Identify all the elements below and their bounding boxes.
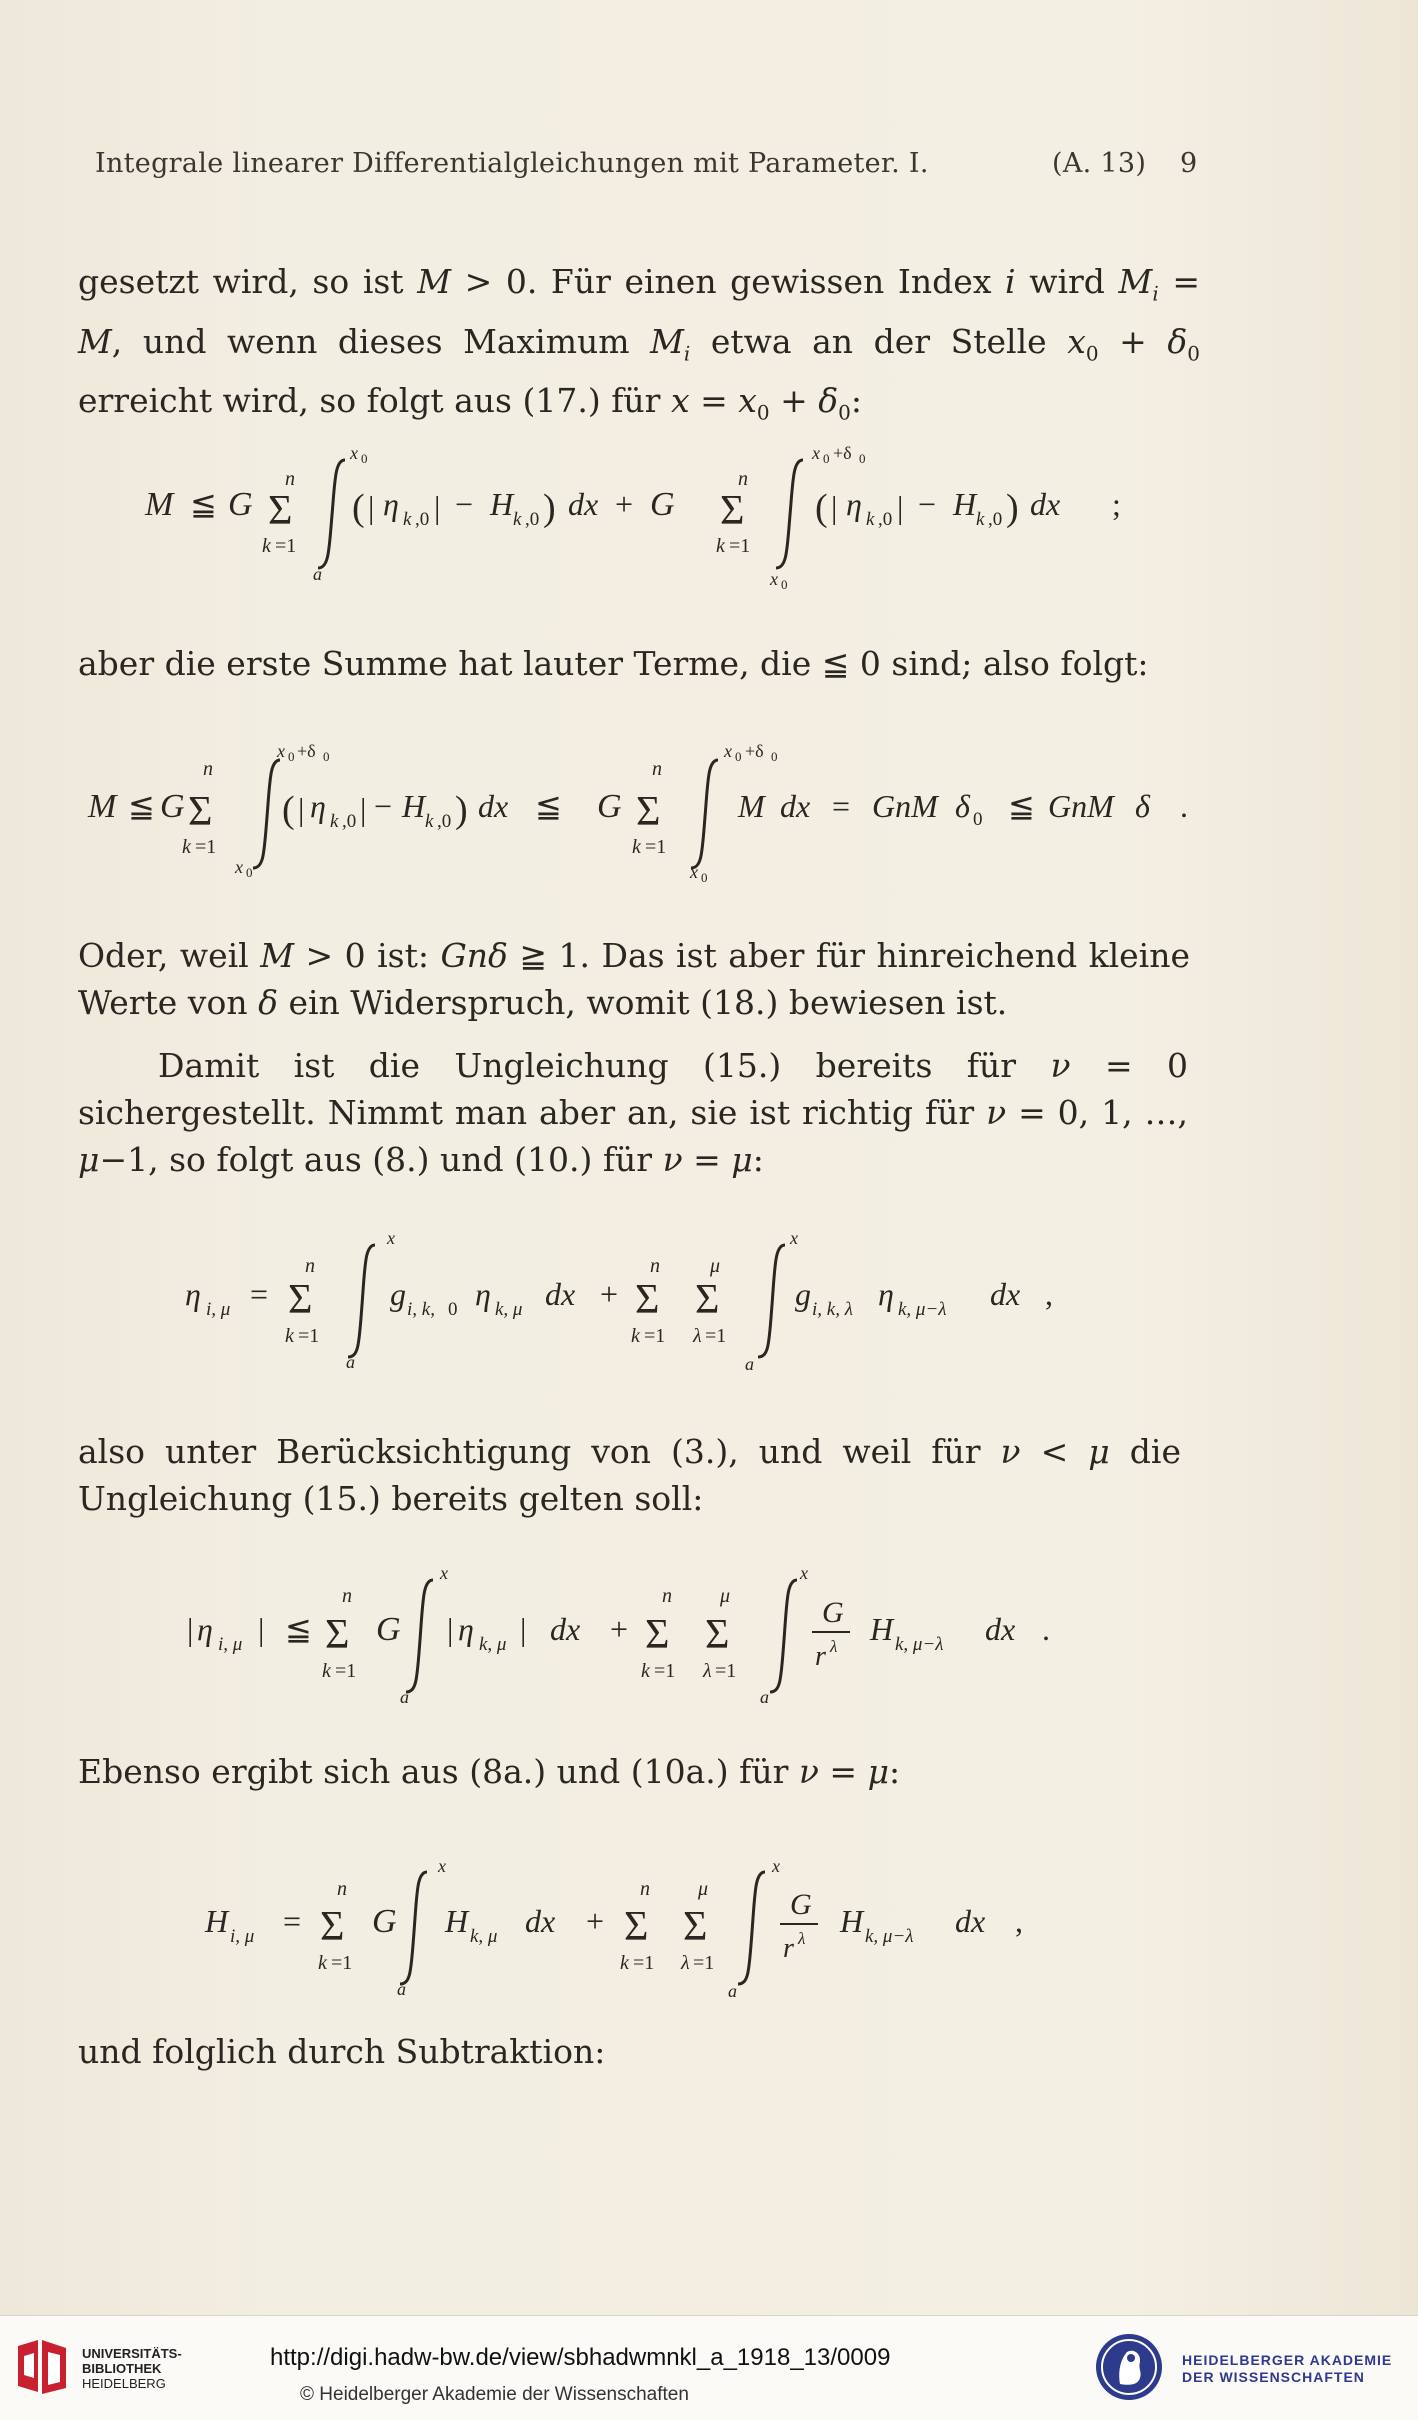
svg-text:k: k — [513, 509, 522, 530]
svg-text:|: | — [897, 489, 904, 525]
svg-text:k: k — [403, 509, 412, 530]
svg-text:=1: =1 — [654, 1660, 676, 1682]
svg-text:k: k — [866, 509, 875, 530]
svg-text:r: r — [815, 1641, 826, 1672]
svg-text:|: | — [360, 791, 367, 827]
svg-text:=1: =1 — [195, 836, 217, 858]
svg-text:Σ: Σ — [720, 488, 745, 534]
svg-text:η: η — [878, 1276, 894, 1312]
svg-text:g: g — [795, 1276, 811, 1312]
svg-text:G: G — [160, 788, 185, 825]
permalink-url[interactable]: http://digi.hadw-bw.de/view/sbhadwmnkl_a_1918_13/0009 — [270, 2344, 891, 2371]
paragraph-1: gesetzt wird, so ist M > 0. Für einen gewissen Index i wird $M_i = M$, und wenn dieses Maximum $M_i$ etwa an der Stelle $x_0 + \delta_0$ erreicht wird, so folgt aus (17.) für $x = x_0 + \delta_0$: — [78, 262, 1200, 425]
svg-text:,0: ,0 — [878, 509, 893, 530]
svg-text:Σ: Σ — [635, 1277, 660, 1323]
svg-text:=: = — [250, 1276, 269, 1312]
svg-text:0: 0 — [246, 865, 253, 880]
svg-text:=1: =1 — [693, 1952, 715, 1974]
svg-text:+δ: +δ — [297, 741, 316, 761]
svg-text:H: H — [870, 1611, 894, 1647]
svg-text:=: = — [832, 788, 851, 824]
svg-text:(: ( — [815, 487, 828, 529]
svg-text:k, μ−λ: k, μ−λ — [865, 1926, 914, 1947]
equation-3 — [0, 1225, 1418, 1375]
svg-text:η: η — [383, 486, 399, 522]
svg-text:.: . — [1180, 788, 1188, 824]
svg-text:H: H — [445, 1903, 469, 1939]
svg-text:,0: ,0 — [988, 509, 1003, 530]
svg-text:dx: dx — [780, 788, 811, 824]
svg-text:M: M — [738, 788, 765, 824]
equation-5 — [0, 1850, 1418, 2000]
svg-text:g: g — [390, 1276, 406, 1312]
svg-text:,: , — [1015, 1903, 1023, 1939]
svg-text:G: G — [790, 1888, 812, 1921]
svg-text:dx: dx — [985, 1611, 1016, 1647]
equation-1 — [0, 440, 1418, 600]
svg-text:Σ: Σ — [695, 1277, 720, 1323]
svg-text:n: n — [640, 1878, 650, 1900]
svg-text:x: x — [812, 443, 820, 463]
svg-text:=1: =1 — [729, 535, 751, 557]
svg-text:k: k — [632, 836, 641, 858]
svg-text:+: + — [600, 1276, 619, 1312]
svg-text:x: x — [350, 443, 358, 463]
svg-text:=1: =1 — [335, 1660, 357, 1682]
svg-text:λ: λ — [681, 1952, 690, 1974]
footer — [0, 2315, 1418, 2420]
svg-text:λ: λ — [830, 1637, 838, 1656]
svg-text:−: − — [374, 788, 393, 824]
svg-text:≦: ≦ — [285, 1611, 312, 1647]
svg-text:≦: ≦ — [190, 486, 217, 522]
svg-text:+: + — [615, 486, 634, 522]
svg-text:G: G — [597, 788, 622, 825]
svg-text:;: ; — [1112, 486, 1121, 522]
copyright-notice: © Heidelberger Akademie der Wissenschaften — [300, 2384, 689, 2405]
svg-text:G: G — [376, 1611, 401, 1648]
svg-text:≦: ≦ — [128, 788, 155, 824]
svg-text:x: x — [800, 1563, 808, 1583]
svg-text:n: n — [738, 468, 748, 490]
paragraph-3: Oder, weil M > 0 ist: Gnδ ≧ 1. Das ist aber für hinreichend kleine Werte von δ ein Widerspruch, womit (18.) bewiesen ist. — [78, 936, 1190, 1022]
svg-text:i, μ: i, μ — [206, 1299, 231, 1320]
svg-text:G: G — [822, 1596, 844, 1629]
svg-text:Σ: Σ — [188, 789, 213, 835]
svg-text:k: k — [262, 535, 271, 557]
svg-text:0: 0 — [288, 749, 295, 764]
svg-text:dx: dx — [990, 1276, 1021, 1312]
page-number: 9 — [1180, 148, 1198, 179]
svg-text:a: a — [313, 564, 322, 584]
svg-text:,0: ,0 — [415, 509, 430, 530]
svg-text:i, μ: i, μ — [218, 1634, 243, 1655]
svg-text:0: 0 — [781, 577, 788, 592]
svg-text:=1: =1 — [298, 1325, 320, 1347]
svg-text:k: k — [716, 535, 725, 557]
svg-text:0: 0 — [701, 870, 708, 885]
svg-text:μ: μ — [710, 1255, 721, 1277]
equation-2 — [0, 735, 1418, 895]
svg-text:,0: ,0 — [525, 509, 540, 530]
svg-text:λ: λ — [703, 1660, 712, 1682]
paragraph-2: aber die erste Summe hat lauter Terme, die ≦ 0 sind; also folgt: — [78, 644, 1149, 683]
svg-text:k, μ: k, μ — [479, 1634, 507, 1655]
svg-text:,0: ,0 — [342, 811, 357, 832]
paragraph-7: und folglich durch Subtraktion: — [78, 2032, 606, 2071]
svg-text:i, μ: i, μ — [230, 1926, 255, 1947]
university-library-name: UNIVERSITÄTS- BIBLIOTHEK HEIDELBERG — [82, 2346, 182, 2391]
svg-text:=1: =1 — [645, 836, 667, 858]
svg-text:λ: λ — [693, 1325, 702, 1347]
university-library-logo — [14, 2338, 72, 2396]
svg-text:+: + — [610, 1611, 629, 1647]
svg-text:): ) — [455, 789, 468, 831]
svg-text:(: ( — [352, 487, 365, 529]
svg-text:x: x — [438, 1856, 446, 1876]
svg-text:δ: δ — [955, 788, 970, 824]
academy-logo — [1094, 2332, 1164, 2402]
svg-text:H: H — [402, 788, 426, 824]
svg-text:0: 0 — [323, 749, 330, 764]
svg-text:Σ: Σ — [636, 789, 661, 835]
svg-text:|: | — [258, 1611, 265, 1647]
svg-text:0: 0 — [361, 451, 368, 466]
svg-text:Σ: Σ — [320, 1904, 345, 1950]
svg-text:n: n — [305, 1255, 315, 1277]
svg-text:k: k — [322, 1660, 331, 1682]
svg-text:|: | — [447, 1611, 454, 1647]
svg-text:G: G — [228, 486, 253, 523]
svg-text:≦: ≦ — [535, 788, 562, 824]
section-ref: (A. 13) — [1052, 148, 1147, 179]
svg-text:x: x — [235, 857, 243, 877]
svg-text:H: H — [953, 486, 977, 522]
svg-text:−: − — [918, 486, 937, 522]
svg-text:η: η — [475, 1276, 491, 1312]
svg-text:Σ: Σ — [268, 488, 293, 534]
svg-text:=1: =1 — [331, 1952, 353, 1974]
svg-text:Σ: Σ — [683, 1904, 708, 1950]
svg-text:k, μ−λ: k, μ−λ — [898, 1299, 947, 1320]
svg-text:0: 0 — [823, 451, 830, 466]
svg-text:dx: dx — [550, 1611, 581, 1647]
svg-text:0: 0 — [859, 451, 866, 466]
paragraph-4: Damit ist die Ungleichung (15.) bereits für ν = 0 sichergestellt. Nimmt man aber an, sie ist richtig für ν = 0, 1, …, μ−1, so folgt aus (8.) und (10.) für ν = μ: — [78, 1046, 1188, 1179]
svg-text:|: | — [831, 489, 838, 525]
svg-text:k: k — [425, 811, 434, 832]
svg-text:G: G — [650, 486, 675, 523]
svg-text:x: x — [440, 1563, 448, 1583]
svg-text:|: | — [368, 489, 375, 525]
svg-text:a: a — [400, 1687, 409, 1707]
svg-text:0: 0 — [771, 749, 778, 764]
svg-text:x: x — [690, 862, 698, 882]
svg-text:=1: =1 — [275, 535, 297, 557]
svg-text:,0: ,0 — [437, 811, 452, 832]
svg-text:0: 0 — [973, 809, 983, 830]
svg-text:=1: =1 — [715, 1660, 737, 1682]
paragraph-6: Ebenso ergibt sich aus (8a.) und (10a.) für ν = μ: — [78, 1752, 901, 1791]
svg-text:x: x — [770, 569, 778, 589]
svg-text:+δ: +δ — [833, 443, 852, 463]
equation-4 — [0, 1560, 1418, 1710]
svg-text:i, k, λ: i, k, λ — [812, 1299, 853, 1320]
svg-text:i, k,: i, k, — [407, 1299, 435, 1320]
svg-text:k: k — [641, 1660, 650, 1682]
svg-text:η: η — [310, 788, 326, 824]
svg-text:Σ: Σ — [288, 1277, 313, 1323]
svg-text:a: a — [728, 1981, 737, 2001]
svg-text:,: , — [1045, 1276, 1053, 1312]
svg-text:x: x — [772, 1856, 780, 1876]
svg-text:|: | — [520, 1611, 527, 1647]
svg-text:μ: μ — [698, 1878, 709, 1900]
svg-text:.: . — [1042, 1611, 1050, 1647]
svg-text:k, μ: k, μ — [495, 1299, 523, 1320]
svg-text:n: n — [662, 1585, 672, 1607]
svg-text:η: η — [197, 1611, 213, 1647]
svg-text:+δ: +δ — [745, 741, 764, 761]
svg-text:Σ: Σ — [325, 1612, 350, 1658]
running-title: Integrale linearer Differentialgleichungen mit Parameter. I. — [95, 148, 929, 179]
svg-text:): ) — [1006, 487, 1019, 529]
svg-text:μ: μ — [720, 1585, 731, 1607]
svg-text:x: x — [790, 1228, 798, 1248]
paragraph-5: also unter Berücksichtigung von (3.), und weil für ν < μ die Ungleichung (15.) bereits gelten soll: — [78, 1432, 1181, 1518]
svg-text:η: η — [458, 1611, 474, 1647]
svg-text:a: a — [760, 1687, 769, 1707]
svg-text:δ: δ — [1135, 788, 1150, 824]
svg-text:dx: dx — [525, 1903, 556, 1939]
svg-text:Σ: Σ — [645, 1612, 670, 1658]
academy-name: HEIDELBERGER AKADEMIE DER WISSENSCHAFTEN — [1182, 2352, 1393, 2385]
svg-text:0: 0 — [735, 749, 742, 764]
svg-text:=1: =1 — [705, 1325, 727, 1347]
svg-text:n: n — [650, 1255, 660, 1277]
svg-text:GnM: GnM — [872, 788, 938, 824]
svg-text:=1: =1 — [633, 1952, 655, 1974]
svg-text:dx: dx — [568, 486, 599, 522]
svg-text:η: η — [846, 486, 862, 522]
svg-text:k: k — [330, 811, 339, 832]
svg-text:Σ: Σ — [624, 1904, 649, 1950]
svg-text:k: k — [318, 1952, 327, 1974]
svg-text:H: H — [490, 486, 514, 522]
svg-text:|: | — [187, 1611, 194, 1647]
svg-text:Σ: Σ — [705, 1612, 730, 1658]
svg-text:G: G — [372, 1903, 397, 1940]
svg-text:GnM: GnM — [1048, 788, 1114, 824]
svg-text:n: n — [342, 1585, 352, 1607]
svg-text:k, μ: k, μ — [470, 1926, 498, 1947]
svg-text:x: x — [277, 741, 285, 761]
svg-text:k: k — [182, 836, 191, 858]
svg-text:a: a — [397, 1979, 406, 1999]
svg-text:|: | — [434, 489, 441, 525]
svg-text:(: ( — [282, 789, 295, 831]
svg-text:λ: λ — [798, 1929, 806, 1948]
svg-text:=: = — [283, 1903, 302, 1939]
svg-text:+: + — [586, 1903, 605, 1939]
svg-text:dx: dx — [478, 788, 509, 824]
svg-text:n: n — [285, 468, 295, 490]
svg-text:r: r — [783, 1933, 794, 1964]
svg-text:k, μ−λ: k, μ−λ — [895, 1634, 944, 1655]
svg-text:dx: dx — [1030, 486, 1061, 522]
svg-text:x: x — [724, 741, 732, 761]
svg-text:M: M — [88, 788, 117, 825]
svg-text:n: n — [652, 758, 662, 780]
svg-text:k: k — [620, 1952, 629, 1974]
svg-text:=1: =1 — [644, 1325, 666, 1347]
svg-text:−: − — [455, 486, 474, 522]
svg-text:H: H — [840, 1903, 864, 1939]
svg-text:dx: dx — [955, 1903, 986, 1939]
svg-text:dx: dx — [545, 1276, 576, 1312]
svg-text:x: x — [387, 1228, 395, 1248]
svg-text:|: | — [298, 791, 305, 827]
svg-text:η: η — [185, 1276, 201, 1312]
svg-text:k: k — [285, 1325, 294, 1347]
svg-text:M: M — [145, 486, 174, 523]
svg-text:k: k — [976, 509, 985, 530]
svg-text:H: H — [205, 1903, 229, 1939]
svg-text:a: a — [745, 1354, 754, 1374]
svg-text:0: 0 — [448, 1299, 458, 1320]
svg-text:n: n — [203, 758, 213, 780]
svg-text:k: k — [631, 1325, 640, 1347]
svg-text:): ) — [543, 487, 556, 529]
svg-text:a: a — [346, 1352, 355, 1372]
svg-text:n: n — [337, 1878, 347, 1900]
svg-text:≦: ≦ — [1008, 788, 1035, 824]
